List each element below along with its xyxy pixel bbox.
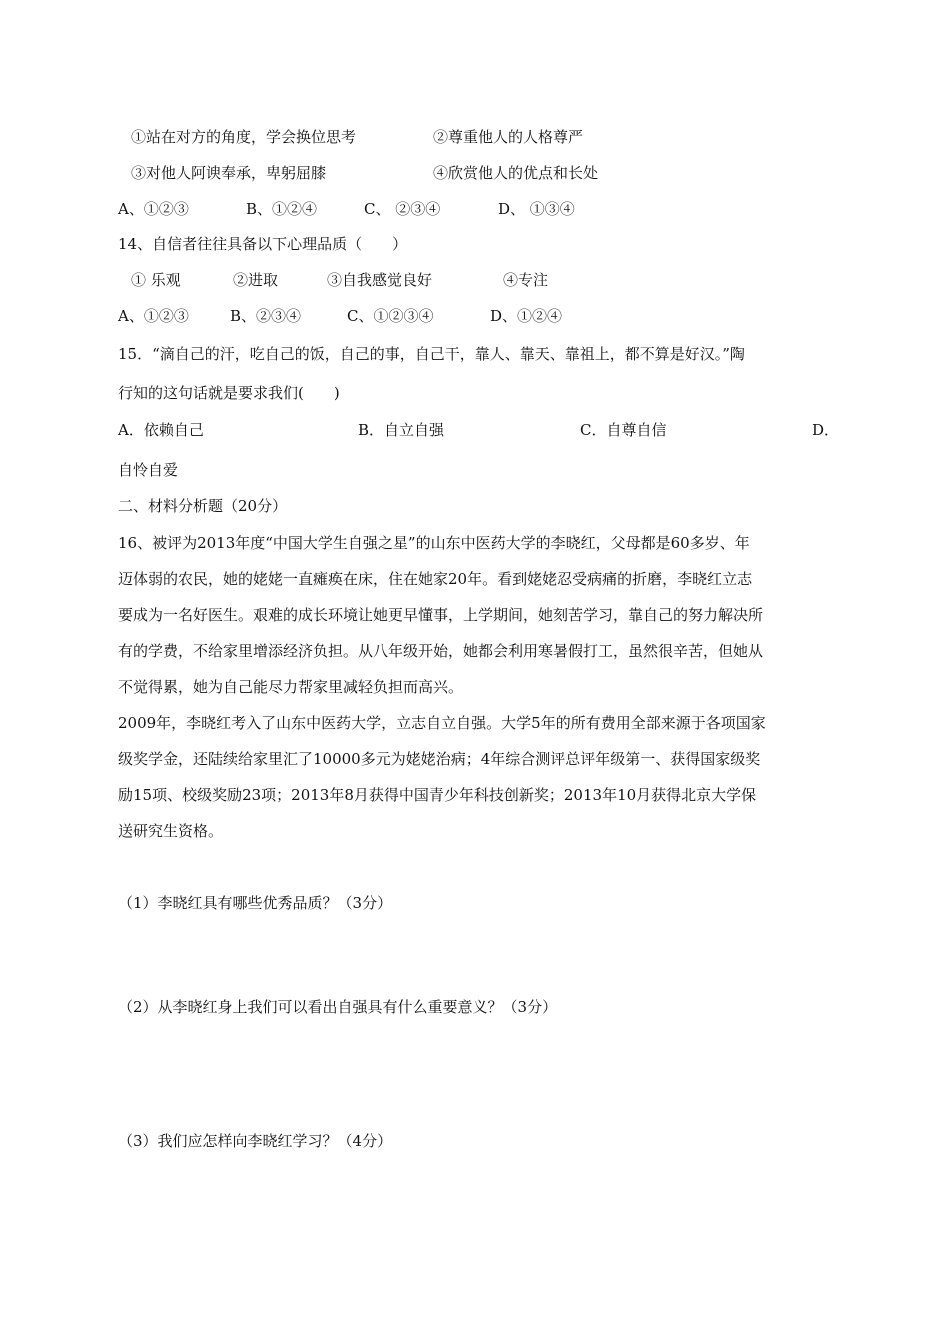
q13-answer-a: A、①②③ [118,200,189,218]
q15-answer-a: A．依赖自己 [118,421,204,439]
q13-answer-d: D、 ①③④ [498,200,575,218]
q13-option-row-2 [131,163,599,183]
q16-line: 2009年，李晓红考入了山东中医药大学，立志自立自强。大学5年的所有费用全部来源于各项国家 [118,714,766,732]
q15-answer-c: C．自尊自信 [580,421,667,439]
q16-line: 不觉得累，她为自己能尽力帮家里减轻负担而高兴。 [118,678,464,696]
q13-option-4: ④欣赏他人的优点和长处 [433,164,599,182]
q14-option-3: ③自我感觉良好 [327,271,433,289]
q15-stem-line-1: 15．“滴自己的汗，吃自己的饭，自己的事，自己干，靠人、靠天、靠祖上，都不算是好汉。”陶 [118,345,745,363]
q16-subquestion-2: （2）从李晓红身上我们可以看出自强具有什么重要意义？（3分） [118,998,558,1016]
q15-answer-d-label: D． [812,421,840,439]
q16-line: 级奖学金，还陆续给家里汇了10000多元为姥姥治病；4年综合测评总评年级第一、获得国家级奖 [118,750,761,768]
q15-stem-line-2: 行知的这句话就是要求我们( ) [118,384,340,402]
q14-option-4: ④专注 [503,271,549,289]
q16-subquestion-3: （3）我们应怎样向李晓红学习？（4分） [118,1132,393,1150]
q15-answers [118,420,840,440]
q15-answer-b: B．自立自强 [358,421,445,439]
q13-answer-b: B、①②④ [246,200,318,218]
q14-answer-a: A、①②③ [118,307,189,325]
q16-line: 迈体弱的农民，她的姥姥一直瘫痪在床，住在她家20年。看到姥姥忍受病痛的折磨，李晓红立志 [118,570,753,588]
q13-option-row-1 [131,127,584,147]
q13-option-1: ①站在对方的角度，学会换位思考 [131,128,357,146]
q14-answers [118,306,563,326]
q13-answer-c: C、 ②③④ [364,200,441,218]
q14-answer-d: D、①②④ [490,307,563,325]
q14-options [131,270,549,290]
q16-subquestion-1: （1）李晓红具有哪些优秀品质？（3分） [118,894,393,912]
q14-option-2: ②进取 [233,271,279,289]
q13-option-3: ③对他人阿谀奉承，卑躬屈膝 [131,164,327,182]
q13-option-2: ②尊重他人的人格尊严 [433,128,584,146]
q16-line: 励15项、校级奖励23项；2013年8月获得中国青少年科技创新奖；2013年10月获得北京大学保 [118,786,757,804]
q15-answer-d-text: 自怜自爱 [118,461,179,479]
q14-answer-c: C、①②③④ [347,307,434,325]
q16-material [118,525,838,849]
q16-line: 要成为一名好医生。艰难的成长环境让她更早懂事，上学期间，她刻苦学习，靠自己的努力解决所 [118,606,764,624]
q16-line: 有的学费，不给家里增添经济负担。从八年级开始，她都会利用寒暑假打工，虽然很辛苦，但她从 [118,642,764,660]
q14-answer-b: B、②③④ [230,307,302,325]
q14-option-1: ① 乐观 [131,271,181,289]
q16-line: 送研究生资格。 [118,822,224,840]
section-heading: 二、材料分析题（20分） [118,497,288,515]
q16-line: 16、被评为2013年度“中国大学生自强之星”的山东中医药大学的李晓红，父母都是60多岁、年 [118,534,750,552]
q13-answers [118,199,575,219]
q14-stem: 14、自信者往往具备以下心理品质（ ） [118,235,408,253]
